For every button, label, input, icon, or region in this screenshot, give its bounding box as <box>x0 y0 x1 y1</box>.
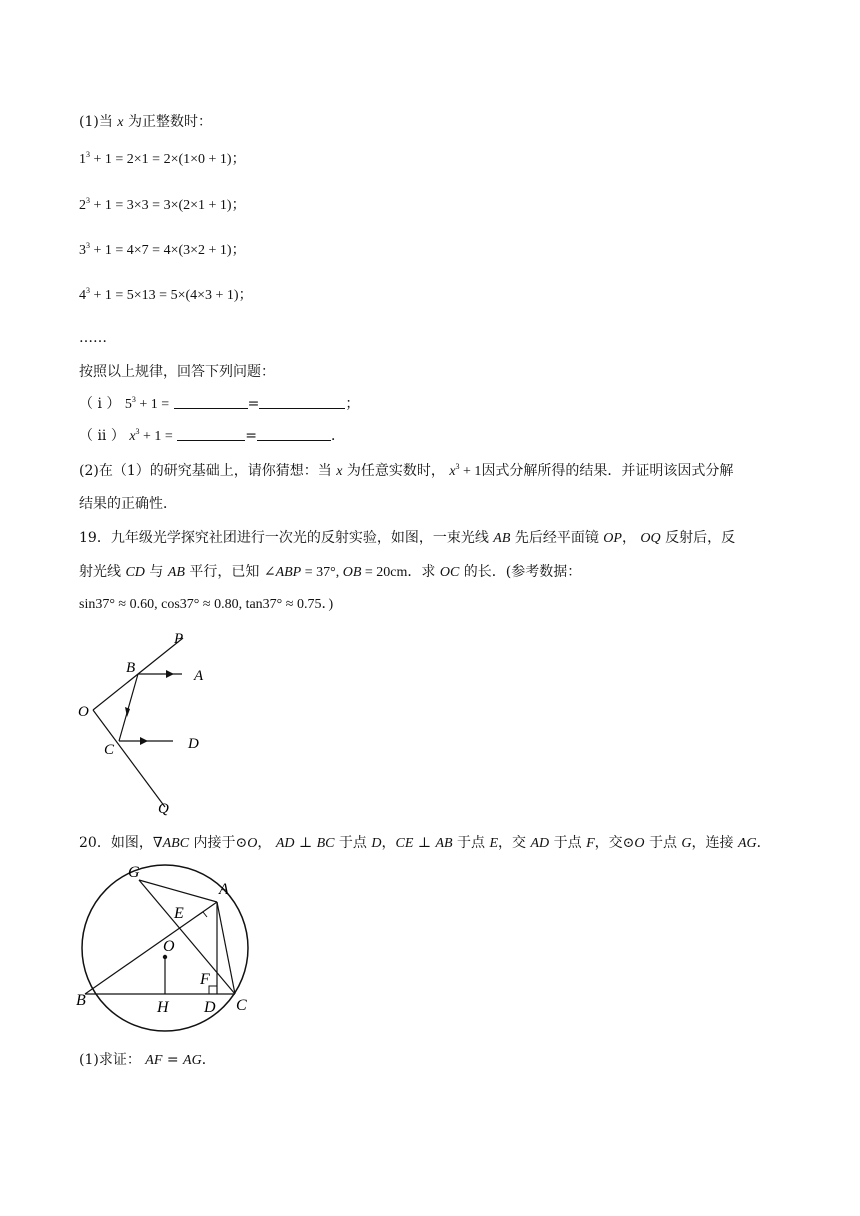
segment-ga <box>139 880 217 902</box>
label-p: P <box>174 631 184 647</box>
part2-line1: (2)在（1）的研究基础上，请你猜想：当 x 为任意实数时， $x^3 + 1$因式分解所得的结果．并证明该因式分解 <box>79 462 734 479</box>
circle-figure <box>72 860 257 1050</box>
part2-line2: 结果的正确性． <box>79 496 177 512</box>
label-c: C <box>104 742 115 758</box>
q20-sub1: (1)求证： AF = AG． <box>79 1052 216 1068</box>
label-a: A <box>219 881 229 898</box>
label-a: A <box>194 668 204 684</box>
answer-blank[interactable] <box>177 428 245 441</box>
label-o: O <box>163 938 175 955</box>
label-f: F <box>200 971 210 988</box>
question-ii: （ ii ） $x^3 + 1$ = = ． <box>79 427 346 444</box>
equation-1: $1^3 + 1 = 2\times 1 = 2\times(1\times 0 + 1)$； <box>79 150 246 167</box>
label-h: H <box>157 999 169 1016</box>
instruction: 按照以上规律，回答下列问题： <box>79 364 275 380</box>
part1-intro: (1)当 x 为正整数时： <box>79 114 212 130</box>
label-q: Q <box>158 801 169 817</box>
mirror-oq <box>93 710 165 807</box>
label-o: O <box>78 704 89 720</box>
answer-blank[interactable] <box>174 396 248 409</box>
label-g: G <box>128 864 140 881</box>
equation-4: $4^3 + 1 = 5\times 13 = 5\times(4\times 3 + 1)$； <box>79 286 253 303</box>
segment-ac <box>217 902 235 994</box>
right-angle-d <box>209 986 217 994</box>
q19-line1: 19．九年级光学探究社团进行一次光的反射实验，如图，一束光线 AB 先后经平面镜 OP， OQ 反射后，反 <box>79 530 736 546</box>
ellipsis: …… <box>79 330 107 346</box>
q19-line2: 射光线 CD 与 AB 平行，已知 ∠ABP = 37°, OB = 20cm．求 OC 的长．(参考数据： <box>79 564 582 580</box>
arrow-cd <box>140 737 148 745</box>
ray-bc <box>119 674 138 741</box>
reflection-figure <box>70 625 230 820</box>
answer-blank[interactable] <box>257 428 331 441</box>
answer-blank[interactable] <box>259 396 345 409</box>
label-b: B <box>76 992 86 1009</box>
label-b: B <box>126 660 136 676</box>
equation-3: $3^3 + 1 = 4\times 7 = 4\times(3\times 2 + 1)$； <box>79 241 246 258</box>
center-dot <box>163 955 167 959</box>
label-e: E <box>174 905 184 922</box>
equation-2: $2^3 + 1 = 3\times 3 = 3\times(2\times 1 + 1)$； <box>79 196 246 213</box>
label-d: D <box>204 999 216 1016</box>
q19-line3: sin37° ≈ 0.60, cos37° ≈ 0.80, tan37° ≈ 0.75．) <box>79 597 334 612</box>
q20-line1: 20．如图，∇ABC 内接于⊙O， AD ⊥ BC 于点 D，CE ⊥ AB 于点 E，交 AD 于点 F，交⊙O 于点 G，连接 AG． <box>79 835 771 851</box>
question-i: （ i ） $5^3 + 1$ = = ； <box>79 395 360 412</box>
right-angle-e <box>197 912 207 917</box>
label-d: D <box>188 736 199 752</box>
arrow-ab <box>166 670 174 678</box>
label-c: C <box>236 997 247 1014</box>
